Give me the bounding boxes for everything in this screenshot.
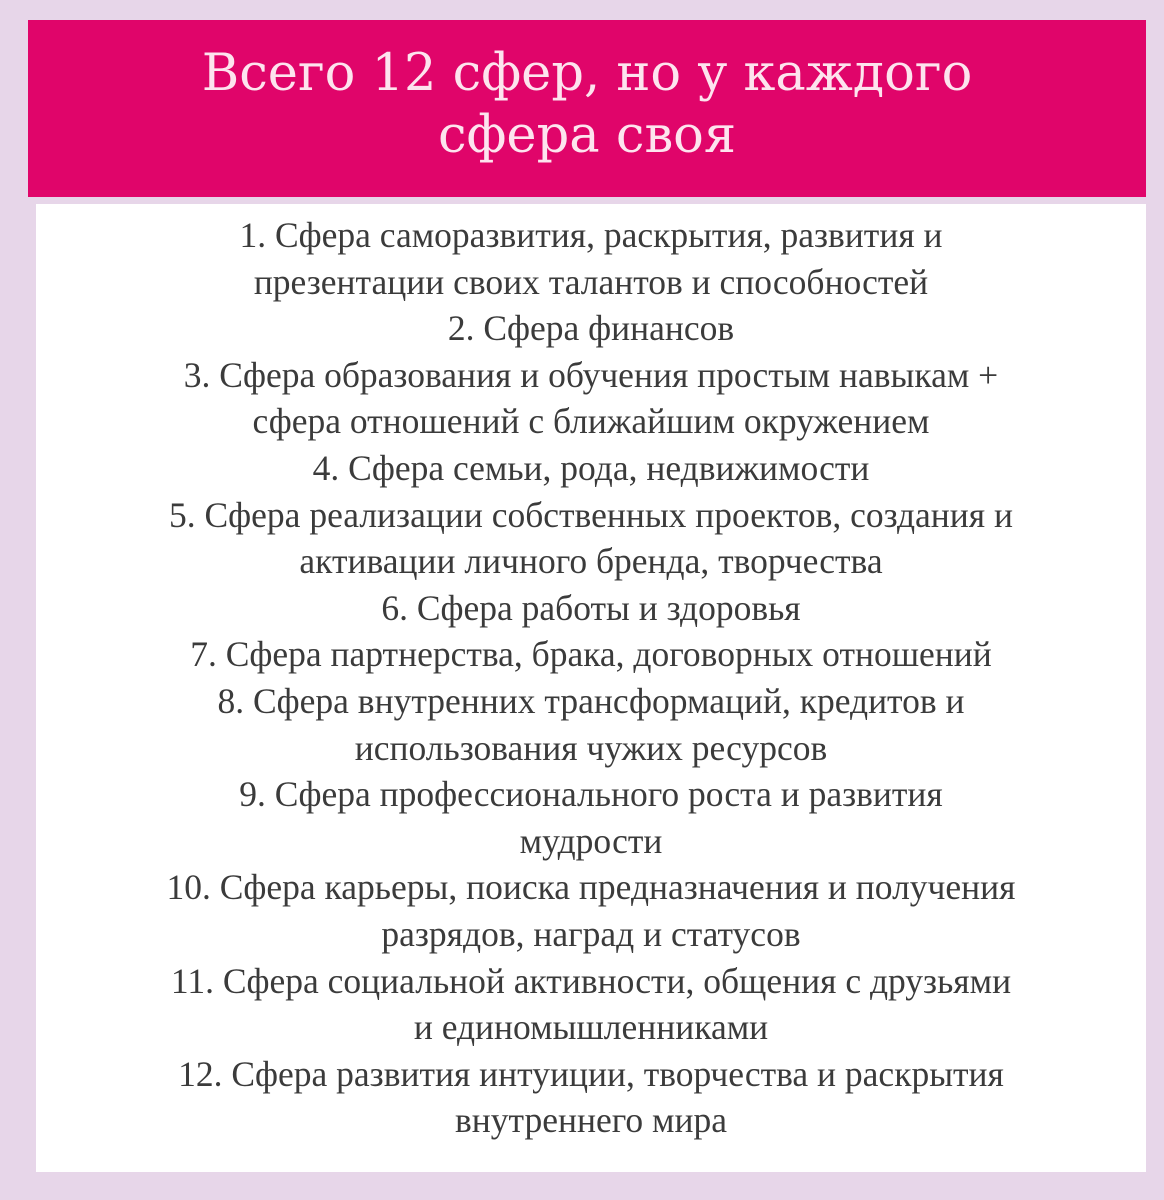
sphere-line: презентации своих талантов и способностей bbox=[253, 261, 929, 302]
header-banner bbox=[28, 20, 1146, 197]
sphere-item-7 bbox=[50, 631, 1132, 678]
sphere-line: 3. Сфера образования и обучения простым навыкам + bbox=[183, 354, 999, 395]
sphere-item-12 bbox=[50, 1051, 1132, 1144]
sphere-item-8 bbox=[50, 678, 1132, 771]
sphere-item-11 bbox=[50, 958, 1132, 1051]
sphere-line: 12. Сфера развития интуиции, творчества и раскрытия bbox=[178, 1053, 1004, 1094]
sphere-item-10 bbox=[50, 864, 1132, 957]
title-line-1: Всего 12 сфер, но у каждого bbox=[201, 43, 973, 103]
sphere-item-5 bbox=[50, 492, 1132, 585]
sphere-item-4 bbox=[50, 445, 1132, 492]
page-title bbox=[157, 43, 1017, 167]
sphere-item-2 bbox=[50, 305, 1132, 352]
sphere-line: мудрости bbox=[519, 820, 663, 861]
spheres-panel bbox=[36, 204, 1146, 1172]
sphere-line: 1. Сфера саморазвития, раскрытия, развития и bbox=[239, 215, 943, 255]
sphere-line: 10. Сфера карьеры, поиска предназначения и получения bbox=[166, 867, 1016, 908]
sphere-line: 8. Сфера внутренних трансформаций, кредитов и bbox=[217, 680, 965, 721]
sphere-line: 9. Сфера профессионального роста и развития bbox=[239, 774, 943, 815]
sphere-line: активации личного бренда, творчества bbox=[299, 541, 883, 582]
sphere-line: и единомышленниками bbox=[413, 1007, 769, 1048]
spheres-list bbox=[50, 212, 1132, 1144]
sphere-line: сфера отношений с ближайшим окружением bbox=[252, 401, 930, 442]
sphere-line: использования чужих ресурсов bbox=[354, 727, 828, 768]
sphere-line: 4. Сфера семьи, рода, недвижимости bbox=[312, 447, 870, 488]
sphere-line: 5. Сфера реализации собственных проектов, создания и bbox=[169, 494, 1013, 535]
sphere-item-1 bbox=[50, 212, 1132, 305]
sphere-line: 7. Сфера партнерства, брака, договорных отношений bbox=[190, 634, 992, 675]
sphere-line: 11. Сфера социальной активности, общения с друзьями bbox=[170, 960, 1012, 1001]
title-line-2: сфера своя bbox=[437, 105, 737, 165]
sphere-line: 2. Сфера финансов bbox=[447, 308, 735, 349]
sphere-item-9 bbox=[50, 771, 1132, 864]
sphere-line: 6. Сфера работы и здоровья bbox=[381, 587, 801, 628]
sphere-item-3 bbox=[50, 352, 1132, 445]
sphere-item-6 bbox=[50, 585, 1132, 632]
sphere-line: внутреннего мира bbox=[455, 1100, 727, 1141]
sphere-line: разрядов, наград и статусов bbox=[381, 913, 801, 954]
